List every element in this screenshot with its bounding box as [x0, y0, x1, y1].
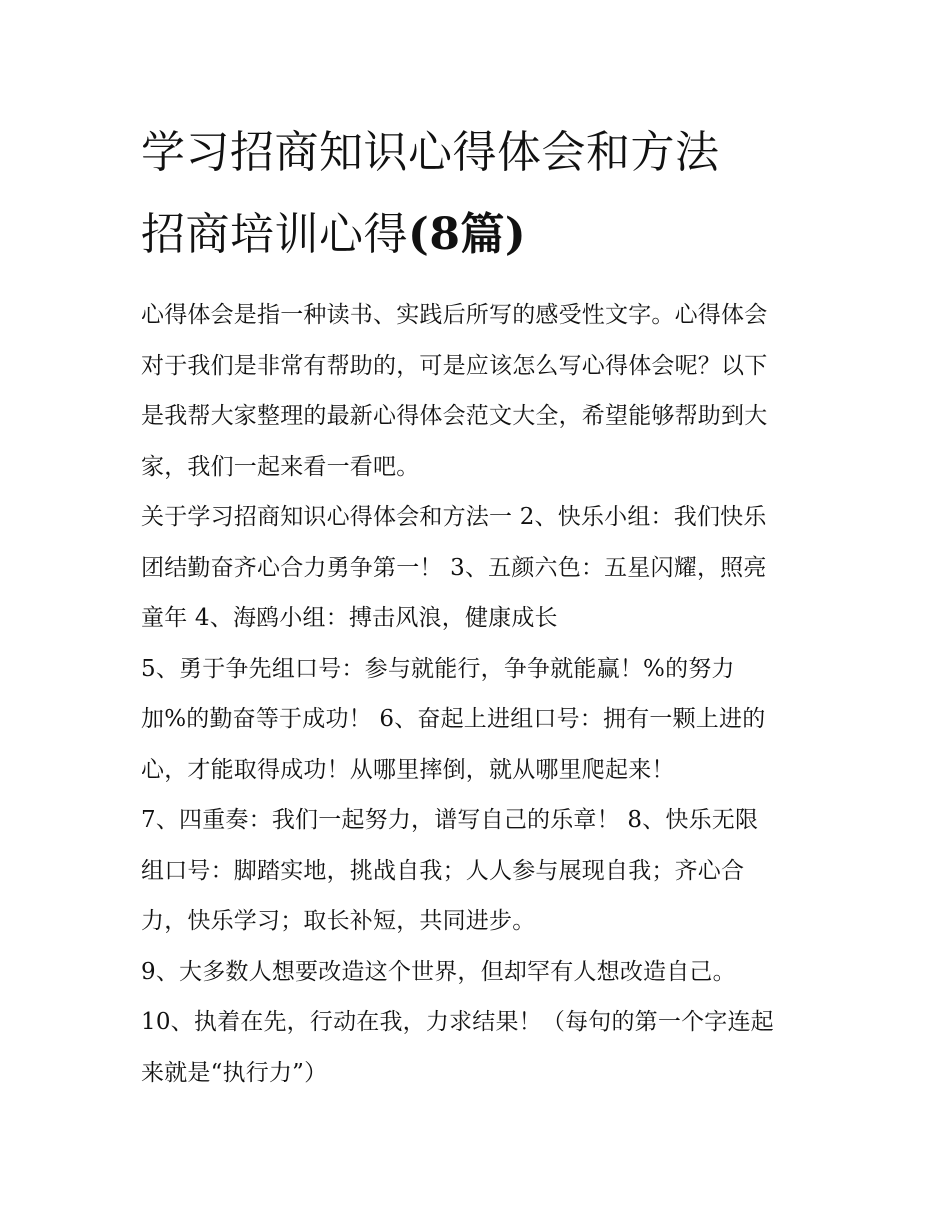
document-body	[141, 290, 813, 1098]
text-line: 10、执着在先，行动在我，力求结果！（每句的第一个字连起	[141, 1009, 774, 1035]
text-line: 团结勤奋齐心合力勇争第一！ 3、五颜六色：五星闪耀，照亮	[141, 554, 767, 581]
paragraph-intro	[141, 290, 813, 492]
text-line: 心得体会是指一种读书、实践后所写的感受性文字。心得体会	[141, 302, 768, 328]
text-line: 心，才能取得成功！从哪里摔倒，就从哪里爬起来！	[141, 756, 675, 783]
paragraph	[141, 492, 813, 644]
text-line: 加%的勤奋等于成功！ 6、奋起上进组口号：拥有一颗上进的	[141, 706, 766, 732]
document-title	[141, 112, 813, 276]
text-line: 7、四重奏：我们一起努力，谱写自己的乐章！ 8、快乐无限	[141, 807, 759, 833]
text-line: 5、勇于争先组口号：参与就能行，争争就能赢！%的努力	[141, 655, 735, 682]
text-line: 对于我们是非常有帮助的，可是应该怎么写心得体会呢？以下	[141, 352, 768, 379]
title-line-part: (8篇)	[408, 209, 527, 260]
text-line: 力，快乐学习；取长补短，共同进步。	[141, 908, 536, 934]
text-line: 组口号：脚踏实地，挑战自我；人人参与展现自我；齐心合	[141, 857, 745, 884]
text-line: 是我帮大家整理的最新心得体会范文大全，希望能够帮助到大	[141, 403, 768, 429]
text-line: 家，我们一起来看一看吧。	[141, 453, 420, 480]
text-line: 9、大多数人想要改造这个世界，但却罕有人想改造自己。	[141, 958, 736, 985]
title-line-part: 招商培训心得	[141, 209, 408, 260]
text-line: 童年 4、海鸥小组：搏击风浪，健康成长	[141, 605, 558, 631]
paragraph	[141, 997, 813, 1098]
text-line: 关于学习招商知识心得体会和方法一 2、快乐小组：我们快乐	[141, 504, 767, 530]
document-page	[141, 112, 813, 1098]
text-line: 来就是“执行力”）	[141, 1059, 328, 1086]
paragraph	[141, 947, 813, 998]
paragraph	[141, 795, 813, 947]
paragraph	[141, 644, 813, 796]
title-line: 学习招商知识心得体会和方法	[141, 127, 720, 178]
title-line	[141, 194, 813, 276]
